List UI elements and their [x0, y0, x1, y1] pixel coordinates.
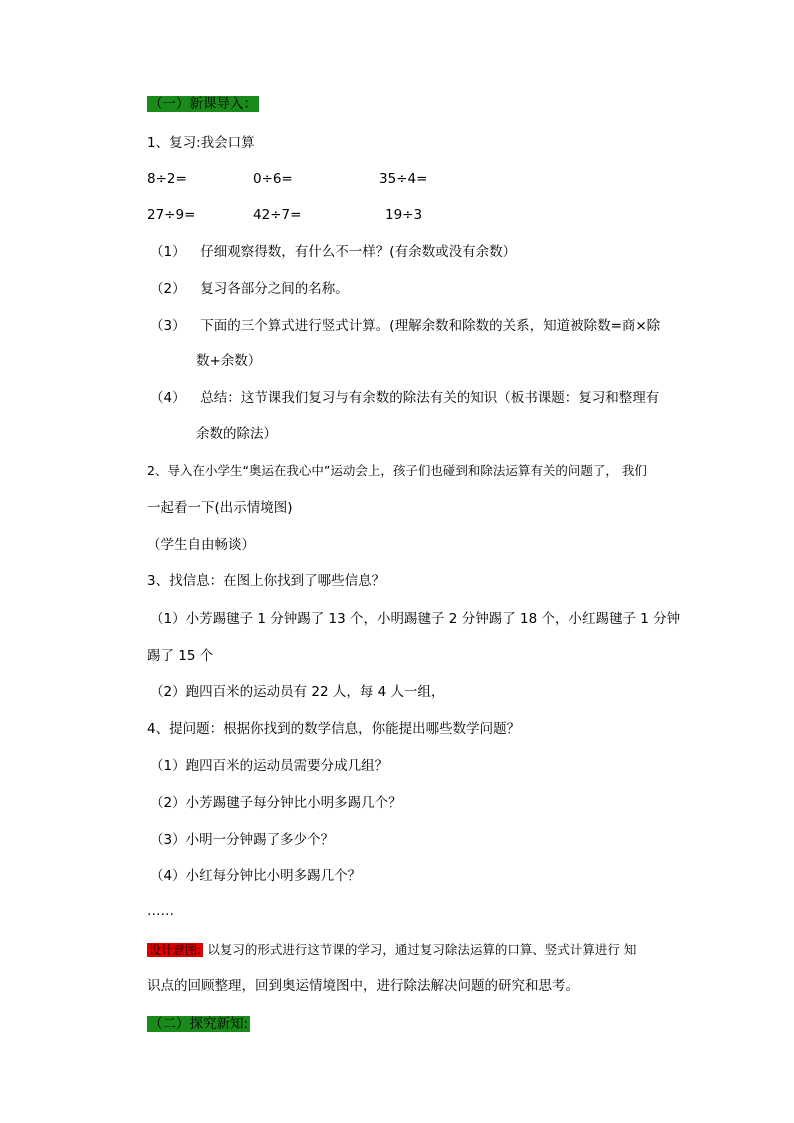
review-title: 1、复习:我会口算 — [147, 135, 255, 151]
ellipsis: …… — [147, 903, 174, 919]
question-item: （3）小明一分钟踢了多少个？ — [150, 832, 335, 848]
calc-item: 0÷6= — [253, 171, 293, 187]
design-intent-text: 以复习的形式进行这节课的学习，通过复习除法运算的口算、竖式计算进行 知 — [207, 942, 637, 957]
review-item-1 — [150, 243, 516, 261]
design-intent-cont: 识点的回顾整理，回到奥运情境图中，进行除法解决问题的研究和思考。 — [147, 978, 579, 994]
calc-item: 35÷4= — [379, 171, 428, 187]
info-title: 3、找信息：在图上你找到了哪些信息？ — [147, 573, 386, 589]
item-text: 仔细观察得数，有什么不一样？(有余数或没有余数） — [200, 244, 517, 260]
question-item: （1）跑四百米的运动员需要分成几组？ — [150, 758, 389, 774]
review-item-3-cont: 数+余数） — [196, 353, 262, 369]
item-text: 复习各部分之间的名称。 — [200, 281, 349, 297]
review-item-2 — [150, 280, 349, 298]
section2-heading-text: （二）探究新知: — [149, 1016, 249, 1032]
calc-item: 27÷9= — [147, 207, 196, 223]
review-item-4 — [150, 389, 659, 407]
item-number: （2） — [150, 281, 186, 297]
calc-item: 42÷7= — [253, 207, 302, 223]
intro-line-1: 2、导入在小学生“奥运在我心中”运动会上，孩子们也碰到和除法运算有关的问题了， 我们 — [147, 463, 647, 478]
section1-heading — [147, 95, 259, 113]
calc-item: 8÷2= — [147, 171, 187, 187]
info-item-1: （1）小芳踢毽子 1 分钟踢了 13 个，小明踢毽子 2 分钟踢了 18 个，小红踢毽子 1 分钟 — [150, 611, 681, 627]
section2-heading — [147, 1015, 250, 1033]
section1-heading-text: （一）新课导入： — [149, 96, 257, 112]
questions-title: 4、提问题：根据你找到的数学信息，你能提出哪些数学问题？ — [147, 721, 521, 737]
design-intent — [147, 941, 636, 959]
item-text: 总结：这节课我们复习与有余数的除法有关的知识（板书课题：复习和整理有 — [200, 390, 660, 406]
item-text: 下面的三个算式进行竖式计算。(理解余数和除数的关系，知道被除数=商×除 — [200, 318, 661, 334]
calc-item: 19÷3 — [385, 207, 423, 223]
item-number: （4） — [150, 390, 186, 406]
review-item-4-cont: 余数的除法） — [196, 426, 277, 442]
design-intent-label: 设计意图: — [149, 943, 202, 957]
question-item: （2）小芳踢毽子每分钟比小明多踢几个？ — [150, 795, 402, 811]
item-number: （3） — [150, 318, 186, 334]
review-item-3 — [150, 317, 660, 335]
intro-line-3: （学生自由畅谈） — [147, 537, 255, 553]
intro-line-2: 一起看一下(出示情境图) — [147, 500, 293, 516]
info-item-2: （2）跑四百米的运动员有 22 人，每 4 人一组， — [150, 684, 445, 700]
question-item: （4）小红每分钟比小明多踢几个？ — [150, 868, 362, 884]
info-item-1-cont: 踢了 15 个 — [147, 648, 214, 664]
item-number: （1） — [150, 244, 186, 260]
